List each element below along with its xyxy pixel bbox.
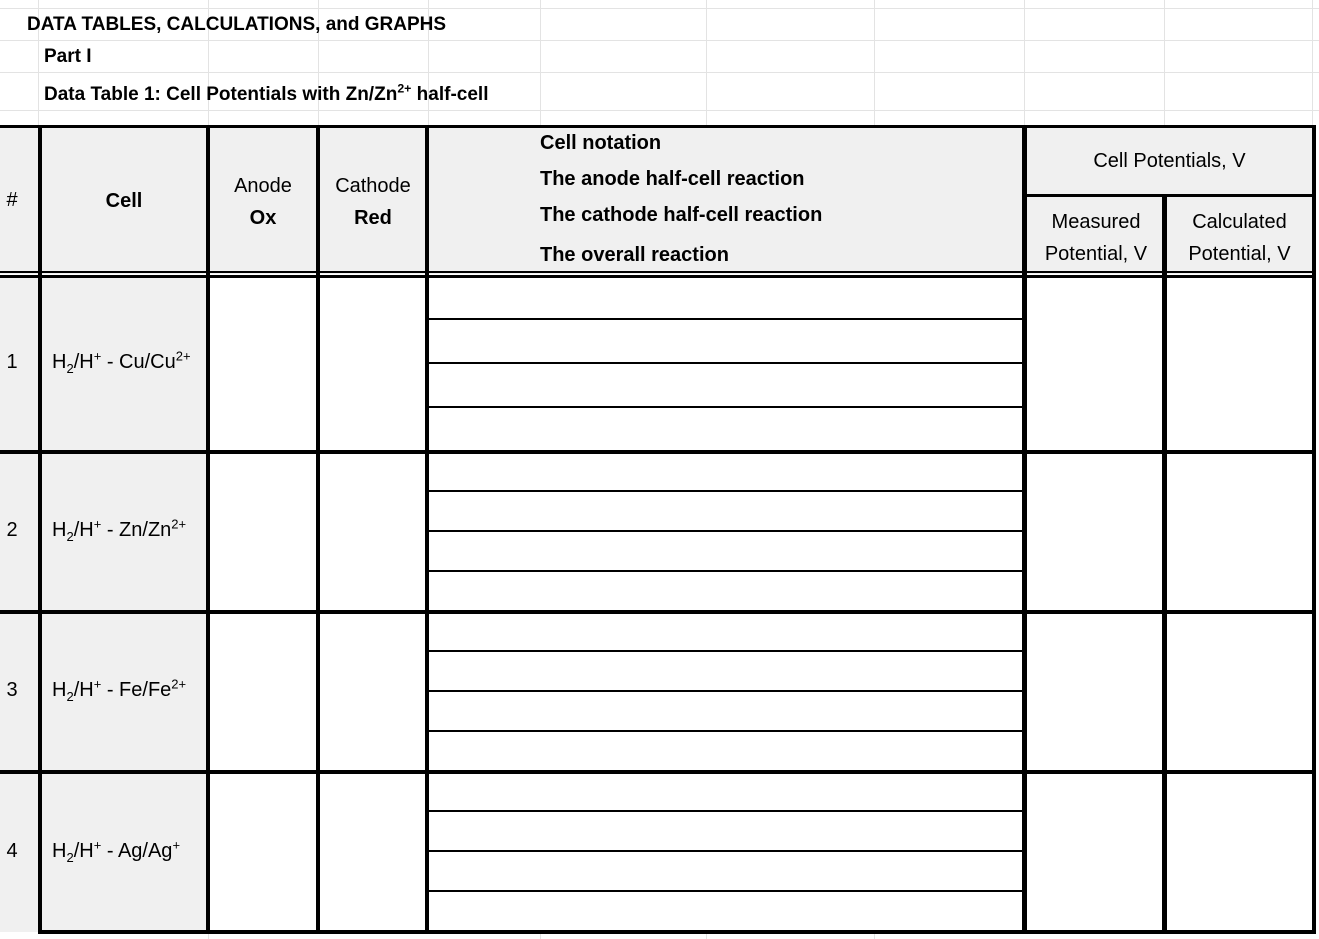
column-border (1022, 125, 1027, 934)
row-1-anode-input[interactable] (208, 278, 318, 450)
header-calculated-2: Potential, V (1188, 243, 1291, 265)
row-2-measured-input[interactable] (1026, 454, 1166, 610)
row-4-cell: $H_2/H^+ - Ag/Ag^+$ (52, 837, 181, 865)
row-2-cell: $H_2/H^+ - Zn/Zn^{2+}$ (52, 516, 187, 544)
header-notation-2: The anode half-cell reaction (540, 168, 805, 190)
notation-line (429, 890, 1022, 892)
gridline (706, 0, 707, 128)
header-notation-1: Cell notation (540, 132, 662, 154)
row-4-measured-input[interactable] (1026, 774, 1166, 930)
gridline (0, 40, 1319, 41)
header-measured-2: Potential, V (1044, 243, 1148, 265)
row-4-num: 4 (6, 840, 18, 862)
column-border (316, 125, 320, 934)
header-calculated: Calculated (1192, 211, 1287, 233)
notation-line (429, 650, 1022, 652)
row-1-cathode-input[interactable] (318, 278, 428, 450)
notation-line (429, 362, 1022, 364)
header-potentials-group: Cell Potentials, V (1093, 150, 1246, 172)
row-border (0, 770, 1316, 774)
row-4-notation-input[interactable] (428, 774, 1025, 930)
gridline (1312, 0, 1313, 128)
row-2-cathode-input[interactable] (318, 454, 428, 610)
gridline (1164, 0, 1165, 128)
notation-line (429, 690, 1022, 692)
header-measured: Measured (1051, 211, 1141, 233)
gridline (0, 72, 1319, 73)
notation-line (429, 530, 1022, 532)
row-4-cathode-input[interactable] (318, 774, 428, 930)
row-2-notation-input[interactable] (428, 454, 1025, 610)
row-1-notation-input[interactable] (428, 278, 1025, 450)
header-border-b (0, 275, 1316, 278)
sheet-heading: DATA TABLES, CALCULATIONS, and GRAPHS (27, 14, 447, 35)
row-3-cell: $H_2/H^+ - Fe/Fe^{2+}$ (52, 676, 187, 704)
row-2-calculated-input[interactable] (1166, 454, 1313, 610)
row-1-cell: $H_2/H^+ - Cu/Cu^{2+}$ (52, 348, 191, 376)
row-2-anode-input[interactable] (208, 454, 318, 610)
header-border-a (0, 271, 1316, 273)
notation-line (429, 318, 1022, 320)
notation-line (429, 730, 1022, 732)
table-title: Data Table 1: Cell Potentials with $Zn/Zn^{2+}$ half-cell (44, 81, 489, 105)
gridline (0, 110, 1319, 111)
table-bottom-border (38, 930, 1316, 934)
notation-line (429, 490, 1022, 492)
notation-line (429, 850, 1022, 852)
part-label: Part I (44, 46, 92, 67)
row-3-anode-input[interactable] (208, 614, 318, 770)
header-cell: Cell (105, 190, 143, 212)
row-3-notation-input[interactable] (428, 614, 1025, 770)
row-4-calculated-input[interactable] (1166, 774, 1313, 930)
header-notation-4: The overall reaction (540, 244, 729, 266)
row-3-cathode-input[interactable] (318, 614, 428, 770)
header-num: # (6, 189, 18, 211)
gridline (540, 0, 541, 128)
table-right-border (1312, 125, 1316, 934)
column-border (1162, 194, 1167, 934)
column-border (206, 125, 210, 934)
row-border (0, 450, 1316, 454)
row-3-measured-input[interactable] (1026, 614, 1166, 770)
row-2-num: 2 (6, 519, 18, 541)
gridline (0, 8, 1319, 9)
gridline (874, 0, 875, 128)
row-1-num: 1 (6, 351, 18, 373)
notation-line (429, 810, 1022, 812)
gridline (1024, 0, 1025, 128)
num-column-shade (0, 276, 40, 932)
header-anode-ox: Ox (249, 207, 277, 229)
row-1-calculated-input[interactable] (1166, 278, 1313, 450)
notation-line (429, 570, 1022, 572)
row-3-num: 3 (6, 679, 18, 701)
header-cathode-red: Red (354, 207, 392, 229)
column-border (38, 125, 42, 934)
potentials-subheader-border (1024, 194, 1316, 197)
row-4-anode-input[interactable] (208, 774, 318, 930)
header-notation-3: The cathode half-cell reaction (540, 204, 823, 226)
row-1-measured-input[interactable] (1026, 278, 1166, 450)
table-top-border (0, 125, 1316, 128)
row-3-calculated-input[interactable] (1166, 614, 1313, 770)
header-anode: Anode (234, 175, 292, 197)
row-border (0, 610, 1316, 614)
header-cathode: Cathode (335, 175, 411, 197)
notation-line (429, 406, 1022, 408)
